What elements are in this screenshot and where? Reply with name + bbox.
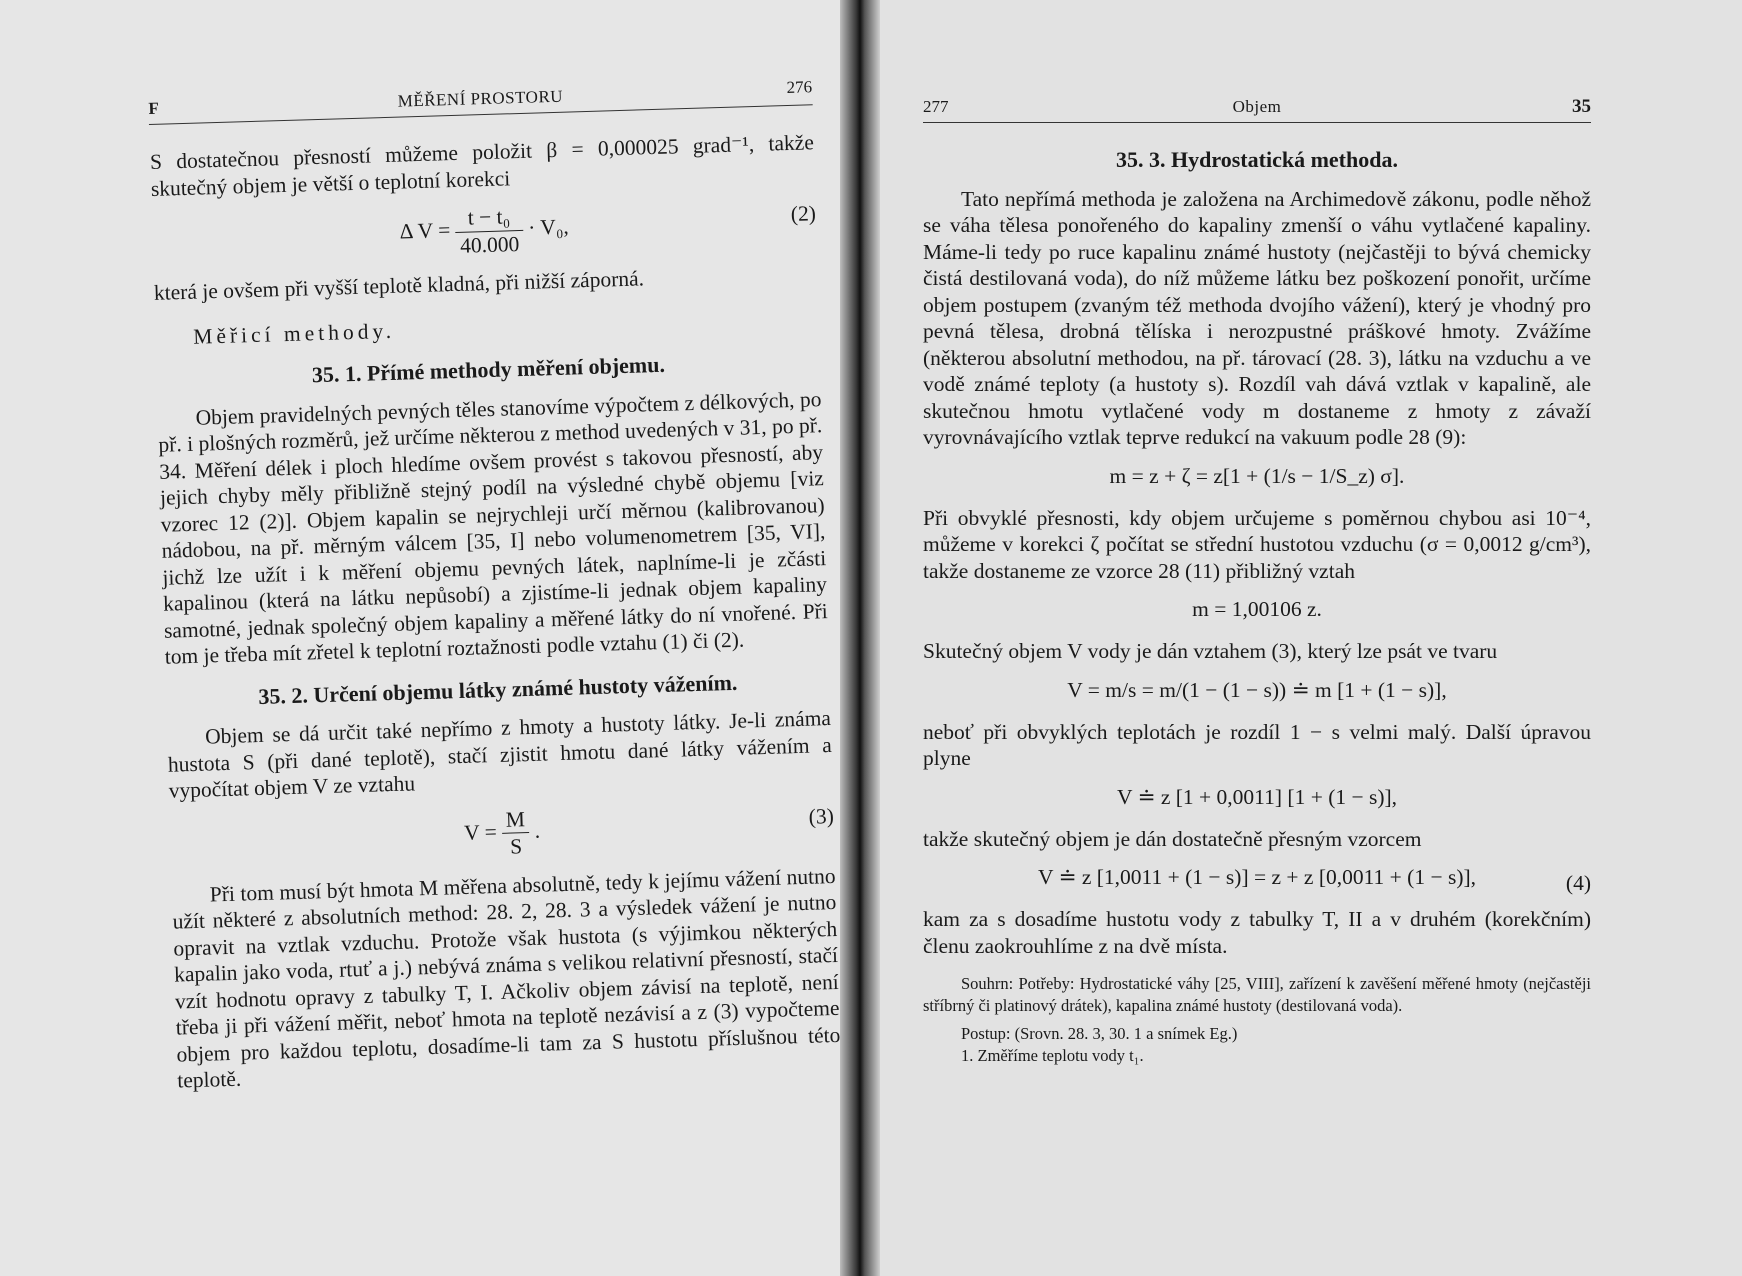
paragraph: kam za s dosadíme hustotu vody z tabulky T, II a v druhém (korekčním) členu zaokrouhlíme z na dvě místa. [923,907,1591,958]
page-number: 276 [786,76,813,97]
section-heading: 35. 1. Přímé methody měření objemu. [311,351,666,388]
formula-lhs: Δ V = [399,218,451,244]
denominator: 40.000 [459,231,520,258]
paragraph: Tato nepřímá methoda je založena na Archimedově zákonu, podle něhož se váha tělesa ponořeného do kapaliny zmenší o váhu vytlačené kapaliny. Máme-li tedy po ruce kapalinu známé hustoty (nejčastěji to bývá chemicky čistá destilovaná voda), do níž můžeme látku bez poškození ponořit, určíme objem postupem (zvaným též methoda dvojího vážení), který je vhodný pro pevná tělesa, drobná tělíska i nerozpustné práškové hmoty. Zvážíme (některou absolutní methodou, na př. tárovací (28. 3), látku na vzduchu a ve vodě známé teploty (a hustoty s). Rozdíl vah dává vztlak v kapalině, ale skutečnou hmotu vytlačené vody m dostaneme z hmoty z závaží vyrovnávajícího vztlak teprve redukcí na vakuum podle 28 (9): [923,186,1591,449]
paragraph: Při obvyklé přesnosti, kdy objem určujeme s poměrnou chybou asi 10⁻⁴, můžeme v korekci ζ počítat se střední hustotou vzduchu (σ = 0,0012 g/cm³), takže dostaneme ze vzorce 28 (11) přibližný vztah [923,505,1591,583]
paragraph: Skutečný objem V vody je dán vztahem (3), který lze psát ve tvaru [923,639,1498,663]
page-number: 277 [923,96,949,116]
fraction [455,203,524,259]
formula-rhs: · V₀, [527,214,570,240]
formula-body: V ≐ z [1,0011 + (1 − s)] = z + z [0,0011 + (1 − s)], [1037,865,1477,889]
numerator: t − t₀ [455,203,523,232]
summary: Souhrn: Potřeby: Hydrostatické váhy [25, VIII], zařízení k zavěšení měřené hmoty (nejčastěji stříbrný či platinový drátek), kapalina známé hustoty (destilovaná voda). [923,974,1591,1015]
left-page-text [148,72,841,1094]
formula: m = 1,00106 z. [1192,597,1322,621]
formula-2 [152,194,817,268]
running-title: Objem [1232,96,1282,116]
formula: V ≐ z [1 + 0,0011] [1 + (1 − s)], [1116,784,1398,809]
formula: m = z + ζ = z[1 + (1/s − 1/S_z) σ]. [1109,463,1405,488]
subheading: Měřicí methody. [192,318,396,349]
formula-4 [923,864,1591,894]
paragraph: takže skutečný objem je dán dostatečně přesným vzorcem [923,826,1422,851]
section-number: 35 [1572,95,1591,117]
right-page-text [923,90,1591,1067]
numerator: M [501,806,529,834]
paragraph: Při tom musí být hmota M měřena absolutně, tedy k jejímu vážení nutno užít některé z absolutních method: 28. 2, 28. 3 a výsledek vážení je nutno opravit na vztlak vzduchu. Protože však hustota (s výjimkou některých kapalin jako voda, rtuť a j.) nebývá známa s velikou relativní přesností, stačí vzít hodnotu opravy z tabulky T, I. Ačkoliv objem závisí na teplotě, není třeba ji při vážení měřit, neboť hmota na teplotě nezávisí a z (3) vypočteme objem pro každou teplotu, dosadíme-li tam za S hustotu příslušnou této teplotě. [172,863,841,1093]
formula: V = m/s = m/(1 − (1 − s)) ≐ m [1 + (1 − s)], [1067,677,1447,702]
fraction [501,806,530,861]
running-title: MĚŘENÍ PROSTORU [397,86,564,111]
equation-number: (4) [1565,871,1591,895]
paragraph: která je ovšem při vyšší teplotě kladná, při nižší záporná. [153,266,645,305]
formula-lhs: V = [463,819,498,845]
paragraph: S dostatečnou přesností můžeme položit β = 0,000025 grad⁻¹, takže skutečný objem je větší o teplotní korekci [149,130,815,201]
section-heading: 35. 2. Určení objemu látky známé hustoty vážením. [258,669,738,709]
formula-rhs: . [534,818,541,843]
equation-number: (3) [808,803,835,829]
formula-3 [169,796,834,870]
paragraph: neboť při obvyklých teplotách je rozdíl 1 − s velmi malý. Další úpravou plyne [923,719,1591,770]
section-heading: 35. 3. Hydrostatická methoda. [1116,147,1398,172]
paragraph: Objem pravidelných pevných těles stanovíme výpočtem z délkových, po př. i plošných rozměrů, jež určíme některou z method uvedených v 31, po př. 34. Měření délek i ploch hledíme ovšem provést s takovou přesností, aby jejich chyby měly přibližně stejný podíl na výsledné chybě objemu [viz vzorec 12 (2)]. Objem kapalin se nejrychleji určí měrnou (kalibrovanou) nádobou, na př. měrným válcem [35, I] nebo volumenometrem [35, VI], jichž lze užít i k měření objemu pevných látek, naplníme-li je zčásti kapalinou (která na látku nepůsobí) a zjistíme-li jednak objem kapaliny samotné, jednak společný objem kapaliny a měřené látky do ní vnořené. Při tom je třeba mít zřetel k teplotní roztažnosti podle vztahu (1) či (2). [158,386,829,669]
paragraph: Objem se dá určit také nepřímo z hmoty a hustoty látky. Je-li známa hustota S (při dané teplotě), stačí zjistit hmotu dané látky vážením a vypočítat objem V ze vztahu [167,706,833,803]
procedure-step: 1. Změříme teplotu vody t₁. [961,1046,1144,1065]
procedure-heading: Postup: (Srovn. 28. 3, 30. 1 a snímek Eg.) [961,1024,1238,1043]
chapter-letter: F [148,98,160,118]
book-gutter [840,0,880,1276]
denominator: S [509,834,523,859]
equation-number: (2) [790,201,817,226]
right-running-header [923,90,1591,123]
